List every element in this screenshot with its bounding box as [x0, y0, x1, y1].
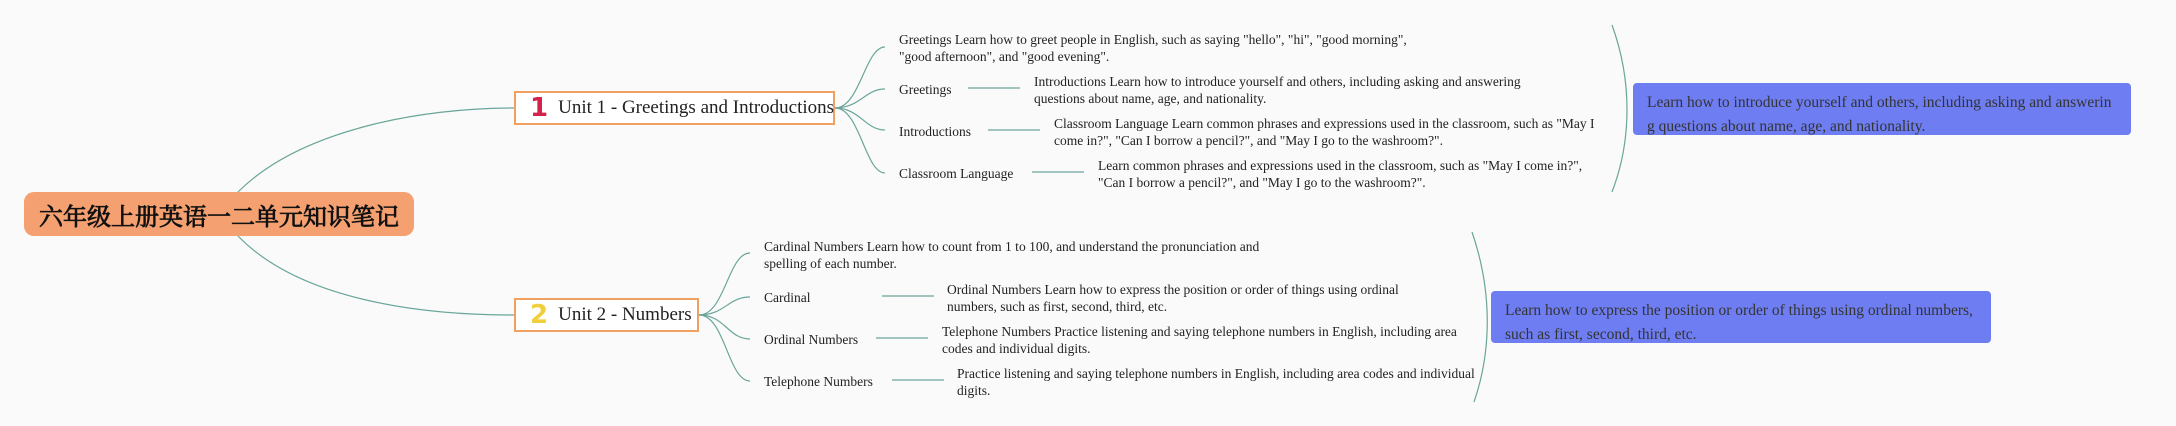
unit-1-intro: Greetings Learn how to greet people in English, such as saying "hello", "hi", "good morning", "good afternoon", and "good evening". — [899, 32, 1407, 64]
unit-1-node[interactable] — [514, 91, 835, 125]
root-topic[interactable] — [24, 192, 414, 236]
unit-2-node[interactable] — [514, 298, 699, 332]
unit-1-number: 1 — [530, 93, 549, 123]
unit-2-topic-cardinal-detail: Ordinal Numbers Learn how to express the position or order of things using ordinal numbers, such as first, second, third, etc. — [947, 282, 1399, 314]
unit-2-topic-ordinal-numbers-detail: Telephone Numbers Practice listening and saying telephone numbers in English, including area codes and individual digits. — [942, 324, 1457, 356]
unit-2-summary[interactable] — [1491, 291, 1991, 343]
unit-2-title: Unit 2 - Numbers — [558, 304, 692, 325]
unit-2-topic-telephone-numbers[interactable]: Telephone Numbers — [764, 374, 873, 389]
unit-1-title: Unit 1 - Greetings and Introductions — [558, 97, 835, 118]
unit-2-summary-text: Learn how to express the position or order of things using ordinal numbers, such as first, second, third, etc. — [1505, 302, 1973, 343]
unit-1-topic-greetings-detail: Introductions Learn how to introduce yourself and others, including asking and answering questions about name, age, and nationality. — [1034, 74, 1521, 106]
unit-2-topic-ordinal-numbers[interactable]: Ordinal Numbers — [764, 332, 859, 347]
unit-1-topic-introductions[interactable]: Introductions — [899, 124, 971, 139]
unit-1-summary[interactable] — [1633, 83, 2131, 135]
unit-1-topic-classroom-language[interactable]: Classroom Language — [899, 166, 1014, 181]
unit-1-summary-text: Learn how to introduce yourself and others, including asking and answering questions about name, age, and nationality. — [1647, 94, 2112, 135]
unit-1-topic-greetings[interactable]: Greetings — [899, 82, 952, 97]
unit-1-topic-introductions-detail: Classroom Language Learn common phrases and expressions used in the classroom, such as "May I come in?", "Can I borrow a pencil?", and "May I go to the washroom?". — [1054, 116, 1595, 148]
unit-1-topic-classroom-language-detail: Learn common phrases and expressions used in the classroom, such as "May I come in?", "Can I borrow a pencil?", and "May I go to the washroom?". — [1098, 158, 1583, 190]
unit-2-topic-cardinal[interactable]: Cardinal — [764, 290, 811, 305]
unit-2-topic-telephone-numbers-detail: Practice listening and saying telephone numbers in English, including area codes and individual digits. — [957, 366, 1475, 398]
root-title: 六年级上册英语一二单元知识笔记 — [39, 202, 399, 231]
unit-2-number: 2 — [530, 300, 549, 330]
unit-2-intro: Cardinal Numbers Learn how to count from 1 to 100, and understand the pronunciation and spelling of each number. — [764, 239, 1260, 271]
